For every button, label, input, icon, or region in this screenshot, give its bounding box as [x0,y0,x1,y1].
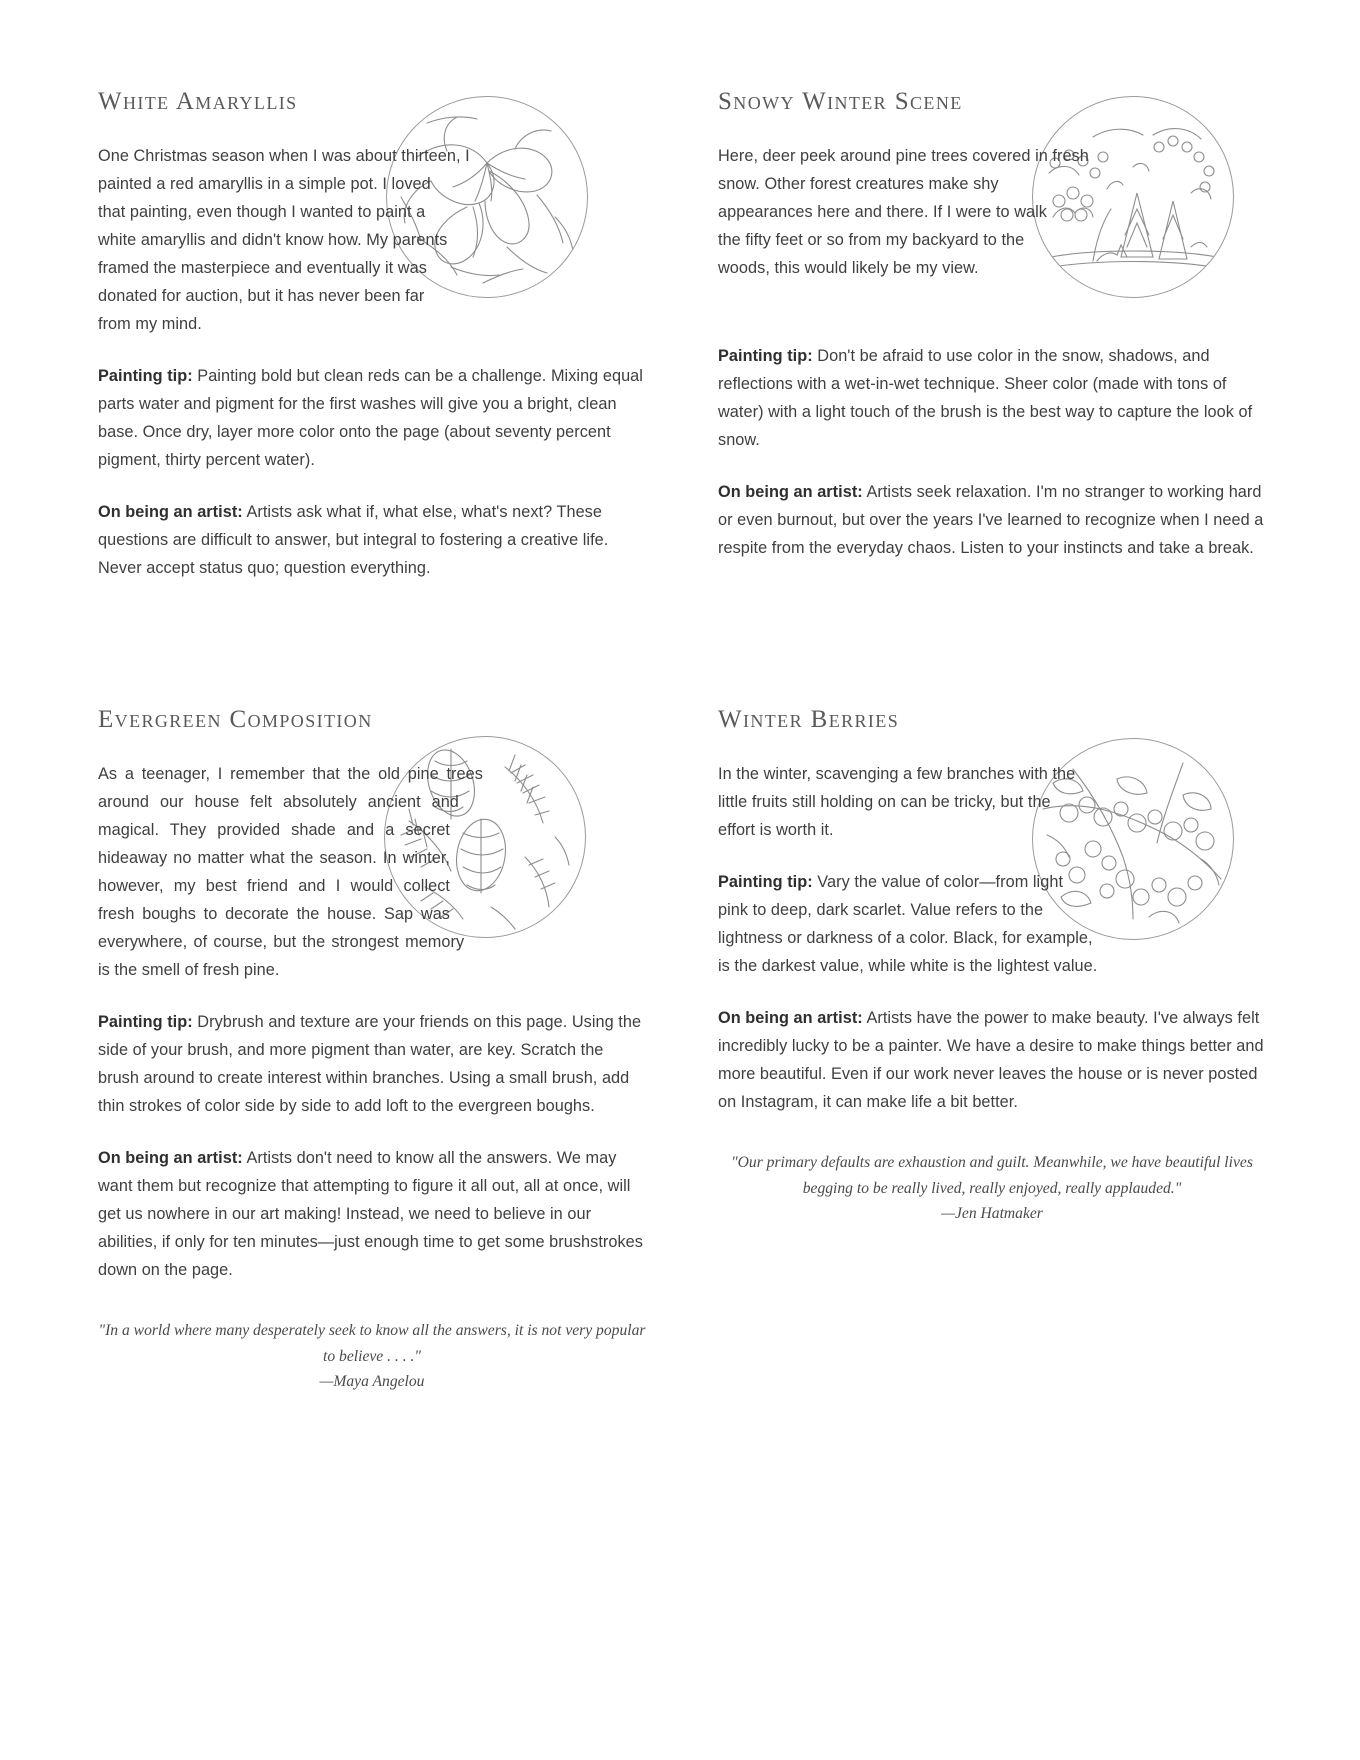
section-evergreen-composition [98,706,646,1394]
section-snowy-winter-scene [718,88,1266,606]
painting-tip-paragraph [718,342,1266,454]
artist-label: On being an artist: [718,1009,863,1028]
painting-tip-text: Don't be afraid to use color in the snow, shadows, and reflections with a wet-in-wet technique. Sheer color (made with tons of water) with a light touch of the brush is the best way to capture the look of snow. [718,347,1253,450]
quote-text: "Our primary defaults are exhaustion and guilt. Meanwhile, we have beautiful lives begging to be really lived, really enjoyed, really applauded." [731,1154,1253,1197]
artist-label: On being an artist: [98,503,243,522]
section-title-white-amaryllis: White Amaryllis [98,88,298,115]
illustration-wrap-spacer [450,142,646,354]
artist-text: Artists don't need to know all the answers. We may want them but recognize that attempting to figure it all out, all at once, will get us nowhere in our art making! Instead, we need to believe in our abilities, if only for ten minutes—just enough time to get some brushstrokes down on the page. [98,1149,643,1280]
quote-text: "In a world where many desperately seek to know all the answers, it is not very popular to believe . . . ." [98,1322,646,1365]
quote-attribution: —Maya Angelou [319,1372,425,1390]
artist-text: Artists have the power to make beauty. I've always felt incredibly lucky to be a painter. We have a desire to make things better and more beautiful. Even if our work never leaves the house or is never posted on Instagram, it can make life a bit better. [718,1009,1264,1112]
section-title-winter-berries: Winter Berries [718,706,900,734]
section-row-top [98,88,1266,606]
body-white-amaryllis [98,142,646,582]
body-evergreen-composition [98,760,646,1394]
pull-quote-maya-angelou [98,1318,646,1394]
artist-text: Artists ask what if, what else, what's next? These questions are difficult to answer, but integral to fostering a creative life. Never accept status quo; question everything. [98,503,609,578]
painting-tip-paragraph [98,362,646,474]
intro-paragraph: Here, deer peek around pine trees covered in fresh snow. Other forest creatures make shy appearances here and there. If I were to walk the fifty feet or so from my backyard to the woods, this would likely be my view. [718,147,1089,278]
content-grid [98,88,1266,1394]
illustration-wrap-spacer [450,760,646,976]
intro-paragraph: In the winter, scavenging a few branches with the little fruits still holding on can be tricky, but the effort is worth it. [718,765,1076,840]
artist-paragraph [718,1004,1266,1116]
painting-tip-text: Vary the value of color—from light pink to deep, dark scarlet. Value refers to the lightness or darkness of a color. Black, for example, is the darkest value, while white is the lightest value. [718,873,1098,976]
section-title-evergreen-composition: Evergreen Composition [98,706,373,734]
artist-paragraph [718,478,1266,562]
body-snowy-winter-scene [718,142,1266,562]
section-white-amaryllis [98,88,646,606]
painting-tip-paragraph [98,1008,646,1120]
painting-tip-text: Drybrush and texture are your friends on this page. Using the side of your brush, and more pigment than water, are key. Scratch the brush around to create interest within branches. Using a small brush, add thin strokes of color side by side to add loft to the evergreen boughs. [98,1013,642,1116]
painting-tip-label: Painting tip: [718,347,813,365]
painting-tip-label: Painting tip: [718,873,813,892]
intro-paragraph: One Christmas season when I was about thirteen, I painted a red amaryllis in a simple pot. I loved that painting, even though I wanted to paint a white amaryllis and didn't know how. My parents framed the masterpiece and eventually it was donated for auction, but it has never been far from my mind. [98,147,470,334]
quote-attribution: —Jen Hatmaker [941,1204,1043,1222]
illustration-wrap-spacer [1070,142,1266,342]
painting-tip-text: Painting bold but clean reds can be a challenge. Mixing equal parts water and pigment for the first washes will give you a bright, clean base. Once dry, layer more color onto the page (about seventy percent pigment, thirty percent water). [98,367,643,470]
section-title-snowy-winter-scene: Snowy Winter Scene [718,88,963,115]
intro-paragraph: As a teenager, I remember that the old pine trees around our house felt absolutely ancient and magical. They provided shade and a secret hideaway no matter what the season. In winter, however, my best friend and I would collect fresh boughs to decorate the house. Sap was everywhere, of course, but the strongest memory is the smell of fresh pine. [98,765,483,980]
artist-label: On being an artist: [98,1149,243,1168]
artist-text: Artists seek relaxation. I'm no stranger to working hard or even burnout, but over the years I've learned to recognize when I need a respite from the everyday chaos. Listen to your instincts and take a break. [718,483,1264,558]
body-winter-berries [718,760,1266,1226]
artist-paragraph [98,498,646,582]
artist-paragraph [98,1144,646,1284]
painting-tip-label: Painting tip: [98,1013,193,1032]
painting-tip-label: Painting tip: [98,367,193,386]
pull-quote-jen-hatmaker [718,1150,1266,1226]
section-winter-berries [718,706,1266,1394]
illustration-wrap-spacer [1070,760,1266,948]
section-row-bottom [98,706,1266,1394]
artist-label: On being an artist: [718,483,863,502]
